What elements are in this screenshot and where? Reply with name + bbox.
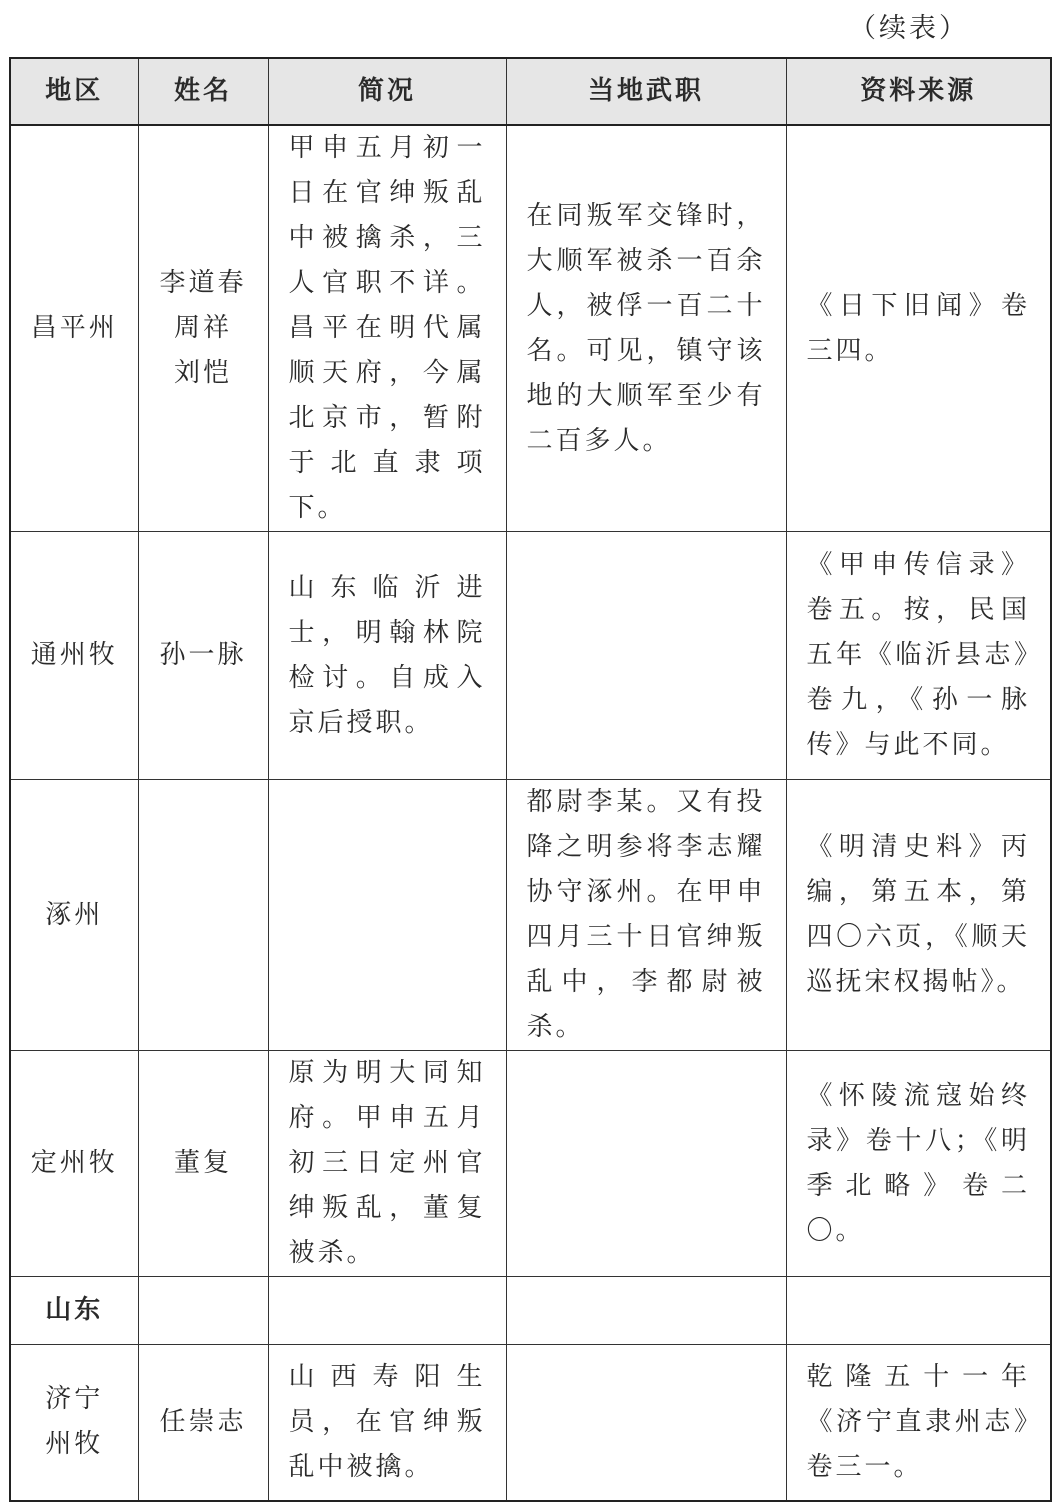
header-row: [10, 58, 1051, 125]
name-cell: [138, 780, 268, 1051]
header-source: 资料来源: [786, 58, 1051, 125]
region-cell: 涿州: [10, 780, 138, 1051]
region-line: 济宁: [45, 1384, 104, 1415]
header-region: 地区: [10, 58, 138, 125]
summary-cell: 山西寿阳生员，在官绅叛乱中被擒。: [268, 1345, 506, 1501]
name-line: 周祥: [173, 313, 232, 343]
name-line: 刘恺: [173, 358, 232, 388]
table-row: [10, 1345, 1051, 1501]
summary-cell: [268, 780, 506, 1051]
name-cell: 董复: [138, 1051, 268, 1277]
source-cell: 乾隆五十一年《济宁直隶州志》卷三一。: [786, 1345, 1051, 1501]
summary-cell: 原为明大同知府。甲申五月初三日定州官绅叛乱，董复被杀。: [268, 1051, 506, 1277]
military-cell: 都尉李某。又有投降之明参将李志耀协守涿州。在甲申四月三十日官绅叛乱中，李都尉被杀。: [506, 780, 786, 1051]
table-row: [10, 125, 1051, 532]
continued-label: （续表）: [849, 13, 969, 44]
source-cell: 《甲申传信录》卷五。按，民国五年《临沂县志》卷九，《孙一脉传》与此不同。: [786, 532, 1051, 780]
summary-cell: 甲申五月初一日在官绅叛乱中被擒杀，三人官职不详。昌平在明代属顺天府，今属北京市，暂附于北直隶项下。: [268, 125, 506, 532]
table-row: [10, 780, 1051, 1051]
officials-table: [9, 57, 1052, 1502]
source-cell: 《日下旧闻》卷三四。: [786, 125, 1051, 532]
source-cell: 《明清史料》丙编，第五本，第四〇六页，《顺天巡抚宋权揭帖》。: [786, 780, 1051, 1051]
header-name: 姓名: [138, 58, 268, 125]
empty-cell: [138, 1277, 268, 1345]
table-row: [10, 1051, 1051, 1277]
header-summary: 简况: [268, 58, 506, 125]
region-cell: 定州牧: [10, 1051, 138, 1277]
region-cell: 通州牧: [10, 532, 138, 780]
name-cell: 任崇志: [138, 1345, 268, 1501]
summary-cell: 山东临沂进士，明翰林院检讨。自成入京后授职。: [268, 532, 506, 780]
header-military: 当地武职: [506, 58, 786, 125]
name-cell: 孙一脉: [138, 532, 268, 780]
region-cell: [10, 1345, 138, 1501]
section-label: 山东: [10, 1277, 138, 1345]
military-cell: [506, 1345, 786, 1501]
empty-cell: [786, 1277, 1051, 1345]
name-line: 李道春: [159, 268, 247, 298]
section-row: [10, 1277, 1051, 1345]
military-cell: 在同叛军交锋时，大顺军被杀一百余人，被俘一百二十名。可见，镇守该地的大顺军至少有二百多人。: [506, 125, 786, 532]
region-line: 州牧: [45, 1429, 104, 1460]
table-row: [10, 532, 1051, 780]
source-cell: 《怀陵流寇始终录》卷十八；《明季北略》卷二〇。: [786, 1051, 1051, 1277]
name-cell: [138, 125, 268, 532]
military-cell: [506, 532, 786, 780]
empty-cell: [268, 1277, 506, 1345]
empty-cell: [506, 1277, 786, 1345]
region-cell: 昌平州: [10, 125, 138, 532]
military-cell: [506, 1051, 786, 1277]
